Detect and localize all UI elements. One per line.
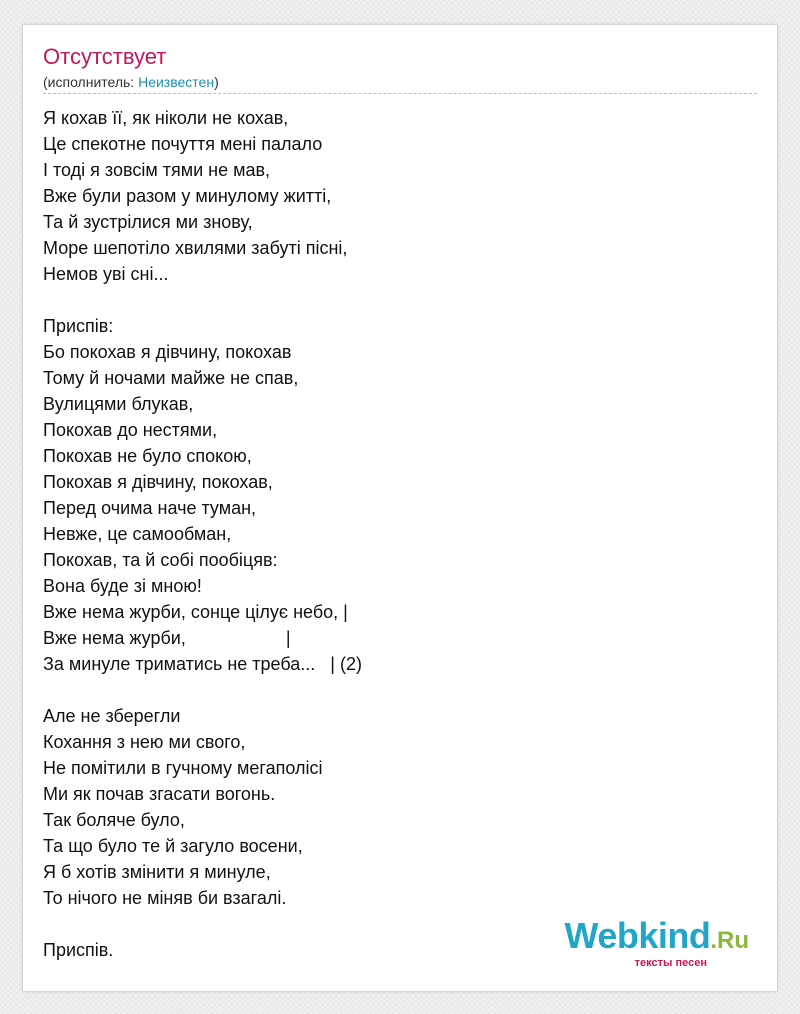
lyric-blank-line [43, 677, 743, 703]
lyric-line: І тоді я зовсім тями не мав, [43, 160, 271, 180]
lyric-line: Вже нема журби, сонце цілує небо, | [43, 602, 348, 622]
lyrics-body [43, 105, 743, 963]
lyrics-card [22, 24, 778, 992]
artist-suffix: ) [214, 74, 219, 90]
lyric-line: Море шепотіло хвилями забуті пісні, [43, 238, 348, 258]
lyric-line: Покохав, та й собі пообіцяв: [43, 550, 278, 570]
lyric-line: Та й зустрілися ми знову, [43, 212, 253, 232]
lyric-line: Та що було те й загуло восени, [43, 836, 303, 856]
chorus-heading: Приспів: [43, 316, 114, 336]
lyric-line: Немов уві сні... [43, 264, 169, 284]
lyric-line: За минуле триматись не треба... | (2) [43, 654, 362, 674]
lyric-line: Кохання з нею ми свого, [43, 732, 246, 752]
lyric-line: Це спекотне почуття мені палало [43, 134, 323, 154]
lyric-line: Покохав не було спокою, [43, 446, 252, 466]
lyric-blank-line [43, 287, 743, 313]
lyric-line: Вже нема журби, | [43, 628, 291, 648]
lyric-line: Тому й ночами майже не спав, [43, 368, 299, 388]
artist-line [43, 73, 219, 91]
lyric-line: Бо покохав я дівчину, покохав [43, 342, 292, 362]
lyric-line: Покохав до нестями, [43, 420, 218, 440]
watermark-brand: Webkind [564, 915, 711, 956]
lyric-line: Не помітили в гучному мегаполісі [43, 758, 323, 778]
title-divider [43, 93, 757, 94]
artist-link[interactable]: Неизвестен [138, 74, 215, 90]
lyric-line: Невже, це самообман, [43, 524, 232, 544]
artist-prefix: (исполнитель: [43, 74, 139, 90]
site-watermark-logo [564, 915, 749, 969]
lyric-line: Але не зберегли [43, 706, 181, 726]
chorus-reference: Приспів. [43, 940, 114, 960]
lyric-line: Я кохав її, як ніколи не кохав, [43, 108, 289, 128]
lyric-line: Покохав я дівчину, покохав, [43, 472, 273, 492]
watermark-tagline: тексты песен [634, 957, 707, 969]
lyric-line: Вже були разом у минулому житті, [43, 186, 332, 206]
lyric-line: Вулицями блукав, [43, 394, 194, 414]
lyric-line: Перед очима наче туман, [43, 498, 257, 518]
lyric-line: Я б хотів змінити я минуле, [43, 862, 271, 882]
lyric-line: Так боляче було, [43, 810, 185, 830]
lyric-line: Ми як почав згасати вогонь. [43, 784, 276, 804]
song-title: Отсутствует [43, 44, 167, 69]
watermark-tld: .Ru [710, 927, 749, 954]
lyric-line: Вона буде зі мною! [43, 576, 202, 596]
lyric-line: То нічого не міняв би взагалі. [43, 888, 287, 908]
